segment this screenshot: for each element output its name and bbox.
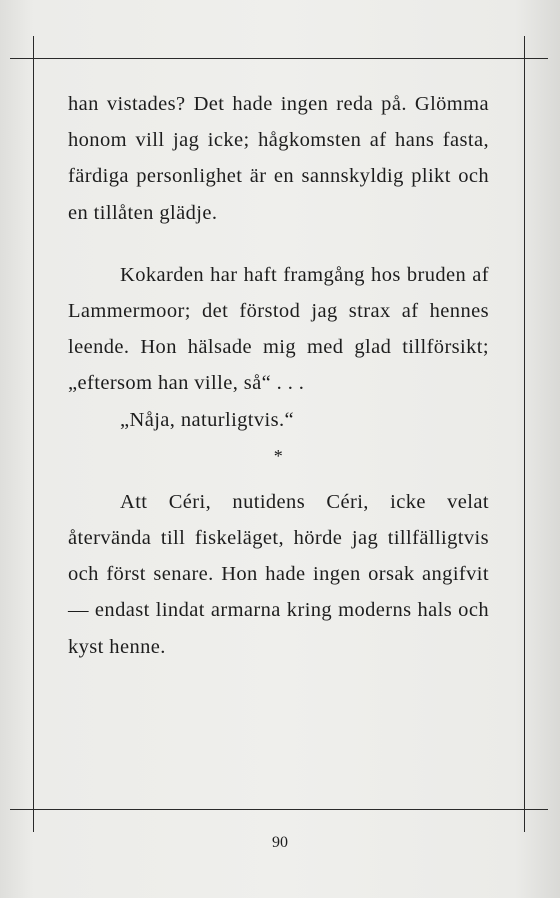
page-number: 90 xyxy=(272,834,288,851)
frame-bottom-rule xyxy=(10,809,548,810)
paragraph-4: Att Céri, nutidens Céri, icke velat återvända till fiskeläget, hörde jag tillfälligtvis och först senare. Hon hade ingen orsak angifvit — endast lindat armarna kring moderns hals och kyst henne. xyxy=(68,490,489,658)
frame-right-rule xyxy=(524,36,525,832)
paragraph-3: „Nåja, naturligtvis.“ xyxy=(120,408,295,431)
page-text xyxy=(68,86,489,665)
section-separator: * xyxy=(273,445,284,466)
paragraph-2: Kokarden har haft framgång hos bruden af Lammermoor; det förstod jag strax af hennes leende. Hon hälsade mig med glad tillförsikt; „eftersom han ville, så“ . . . xyxy=(68,263,489,395)
frame-left-rule xyxy=(33,36,34,832)
frame-top-rule xyxy=(10,58,548,59)
paragraph-1: han vistades? Det hade ingen reda på. Glömma honom vill jag icke; hågkomsten af hans fasta, färdiga personlighet är en sannskyldig plikt och en tillåten glädje. xyxy=(68,93,489,224)
